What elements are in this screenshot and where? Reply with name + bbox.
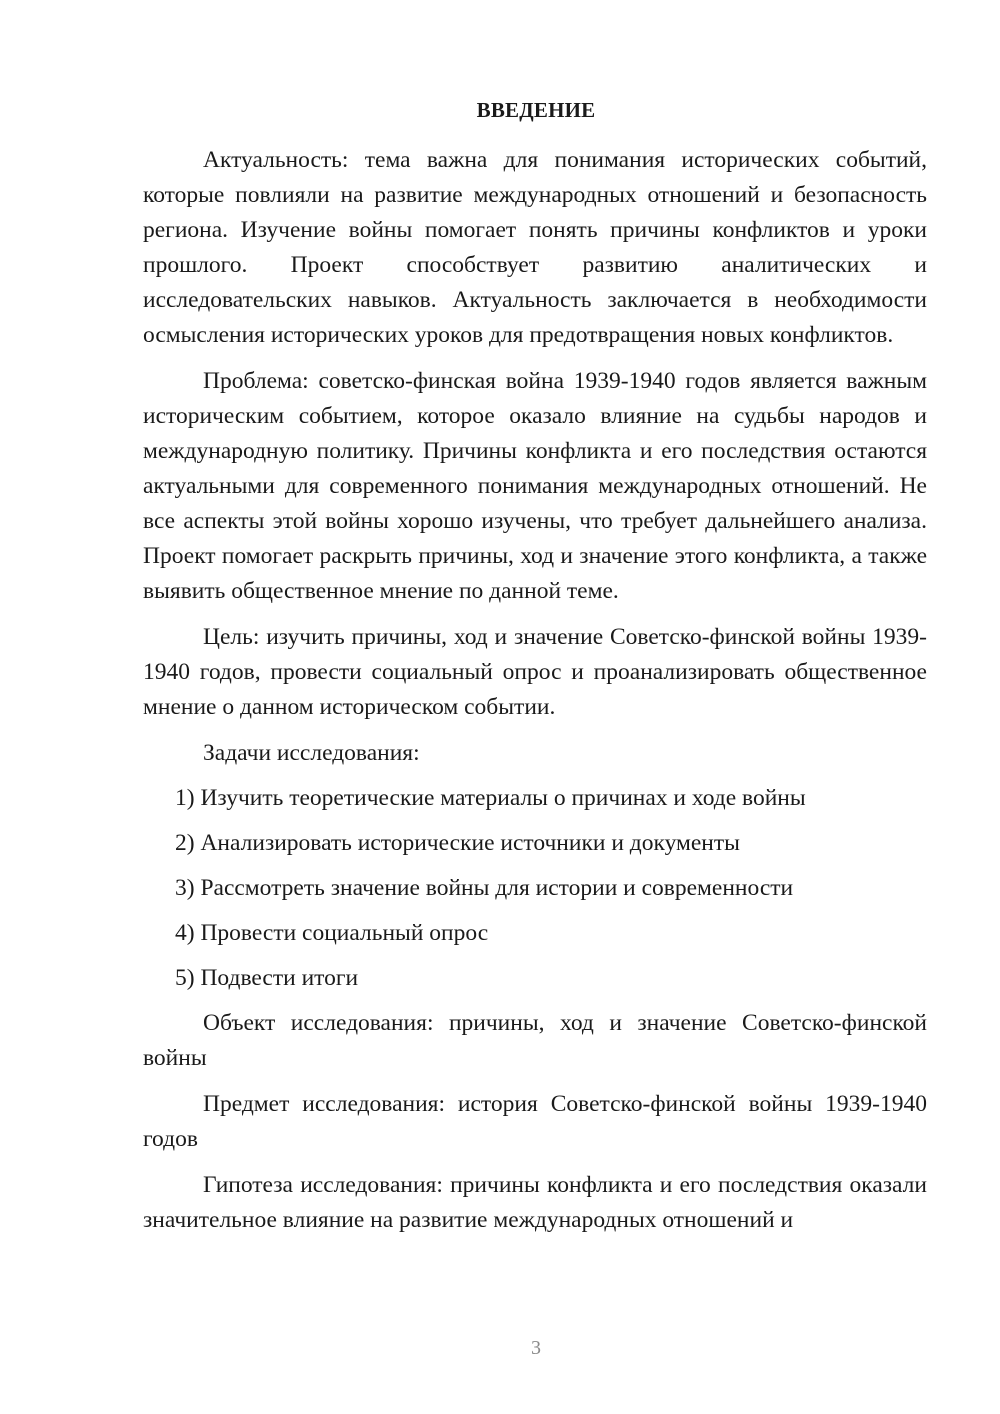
object-paragraph: Объект исследования: причины, ход и значение Советско-финской войны xyxy=(143,1010,927,1071)
document-body xyxy=(143,143,927,1238)
goal-paragraph: Цель: изучить причины, ход и значение Советско-финской войны 1939-1940 годов, провести социальный опрос и проанализировать общественное мнение о данном историческом событии. xyxy=(143,624,927,720)
page-title: ВВЕДЕНИЕ xyxy=(476,98,596,122)
hypothesis-paragraph: Гипотеза исследования: причины конфликта и его последствия оказали значительное влияние на развитие международных отношений и xyxy=(143,1172,927,1233)
tasks-list xyxy=(143,781,927,996)
task-item: 4) Провести социальный опрос xyxy=(175,920,489,946)
subject-paragraph: Предмет исследования: история Советско-финской войны 1939-1940 годов xyxy=(143,1091,927,1152)
task-item: 5) Подвести итоги xyxy=(175,965,359,991)
problem-paragraph: Проблема: советско-финская война 1939-1940 годов является важным историческим событием, которое оказало влияние на судьбы народов и международную политику. Причины конфликта и его последствия остаются актуальными для современного понимания международных отношений. Не все аспекты этой войны хорошо изучены, что требует дальнейшего анализа. Проект помогает раскрыть причины, ход и значение этого конфликта, а также выявить общественное мнение по данной теме. xyxy=(143,368,927,604)
relevance-paragraph: Актуальность: тема важна для понимания исторических событий, которые повлияли на развитие международных отношений и безопасность региона. Изучение войны помогает понять причины конфликтов и уроки прошлого. Проект способствует развитию аналитических и исследовательских навыков. Актуальность заключается в необходимости осмысления исторических уроков для предотвращения новых конфликтов. xyxy=(143,147,927,348)
page-number: 3 xyxy=(531,1337,541,1359)
task-item: 3) Рассмотреть значение войны для истории и современности xyxy=(175,875,794,901)
tasks-heading: Задачи исследования: xyxy=(203,740,420,766)
task-item: 1) Изучить теоретические материалы о причинах и ходе войны xyxy=(175,785,806,811)
task-item: 2) Анализировать исторические источники и документы xyxy=(175,830,740,856)
